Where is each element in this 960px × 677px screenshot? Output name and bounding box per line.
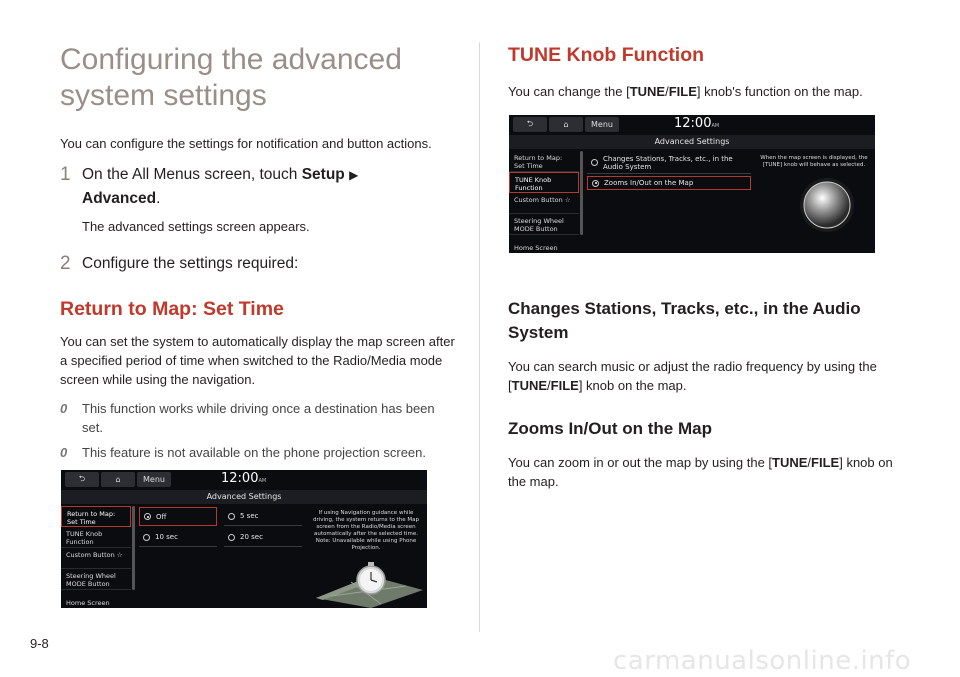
clock: 12:00AM [674, 116, 720, 131]
changes-stations-body: You can search music or adjust the radio frequency by using the [TUNE/FILE] knob on the map. [508, 359, 877, 393]
step-2: 2 Configure the settings required: [60, 253, 299, 274]
top-bar [61, 470, 427, 490]
menu-item: Steering Wheel MODE Button [509, 214, 579, 235]
arrow-icon: ▶ [349, 168, 359, 182]
menu-item: Return to Map: Set Time [509, 151, 579, 172]
radio-off-icon [143, 534, 150, 541]
step-1: 1 On the All Menus screen, touch Setup ▶ Advanced. [60, 164, 359, 207]
tune-knob-icon [797, 175, 857, 235]
note-2: 0 This feature is not available on the phone projection screen. [60, 445, 426, 460]
page-title: Configuring the advanced system settings [60, 43, 402, 112]
section-body: You can set the system to automatically display the map screen after a specified period of time when switched to the Radio/Media mode screen while using the navigation. [60, 334, 455, 387]
menu-item: Return to Map: Set Time [61, 506, 131, 527]
menu-item: TUNE Knob Function [61, 527, 131, 548]
settings-menu [509, 151, 579, 253]
heading-changes-stations: Changes Stations, Tracks, etc., in the Audio System [508, 299, 861, 342]
intro-text: You can configure the settings for notification and button actions. [60, 136, 432, 151]
section-title-tune-knob: TUNE Knob Function [508, 44, 705, 66]
option-5-sec: 5 sec [224, 507, 302, 526]
right-column [508, 42, 903, 491]
menu-item: Custom Button ☆ [509, 193, 579, 214]
home-icon: ⌂ [549, 117, 583, 132]
menu-button: Menu [137, 472, 171, 487]
column-divider [479, 42, 480, 632]
tune-knob-body: You can change the [TUNE/FILE] knob's function on the map. [508, 84, 863, 99]
zooms-body: You can zoom in or out the map by using the [TUNE/FILE] knob on the map. [508, 455, 893, 489]
settings-menu [61, 506, 131, 608]
screenshot-return-to-map [61, 470, 427, 608]
heading-zooms: Zooms In/Out on the Map [508, 419, 712, 438]
top-bar [509, 115, 875, 135]
menu-item: Home Screen [61, 596, 131, 608]
home-icon: ⌂ [101, 472, 135, 487]
note-1: 0 This function works while driving once a destination has been set. [60, 401, 435, 435]
step-1-result: The advanced settings screen appears. [82, 219, 310, 234]
scrollbar [580, 151, 583, 235]
page-number: 9-8 [30, 636, 49, 651]
back-icon: ⮌ [65, 472, 99, 487]
option-10-sec: 10 sec [139, 528, 217, 547]
map-stopwatch-icon [311, 558, 425, 608]
note-icon: 0 [60, 445, 68, 460]
option-off: Off [139, 507, 217, 526]
option-zooms: Zooms In/Out on the Map [587, 176, 751, 190]
left-column [60, 42, 455, 462]
menu-item: TUNE Knob Function [509, 172, 579, 193]
menu-button: Menu [585, 117, 619, 132]
screen-title: Advanced Settings [509, 135, 875, 149]
menu-item: Home Screen [509, 241, 579, 253]
screenshot-tune-knob [509, 115, 875, 253]
radio-on-icon [144, 513, 151, 520]
radio-on-icon [592, 180, 599, 187]
clock: 12:00AM [221, 471, 267, 486]
radio-off-icon [228, 513, 235, 520]
menu-item: Custom Button ☆ [61, 548, 131, 569]
watermark: carmanualsonline.info [613, 646, 912, 676]
section-title-return-to-map: Return to Map: Set Time [60, 298, 284, 320]
option-changes-stations: Changes Stations, Tracks, etc., in the Audio System [587, 152, 751, 174]
radio-off-icon [228, 534, 235, 541]
note-icon: 0 [60, 401, 68, 416]
radio-off-icon [591, 159, 598, 166]
option-20-sec: 20 sec [224, 528, 302, 547]
help-text: When the map screen is displayed, the [TUNE] knob will behave as selected. [760, 155, 868, 168]
help-text: If using Navigation guidance while driving, the system returns to the Map screen from the Radio/Media screen automatically after the selected time. Note: Unavailable while using Phone Projection. [312, 510, 420, 551]
menu-item: Steering Wheel MODE Button [61, 569, 131, 590]
screen-title: Advanced Settings [61, 490, 427, 504]
scrollbar [132, 506, 135, 590]
back-icon: ⮌ [513, 117, 547, 132]
